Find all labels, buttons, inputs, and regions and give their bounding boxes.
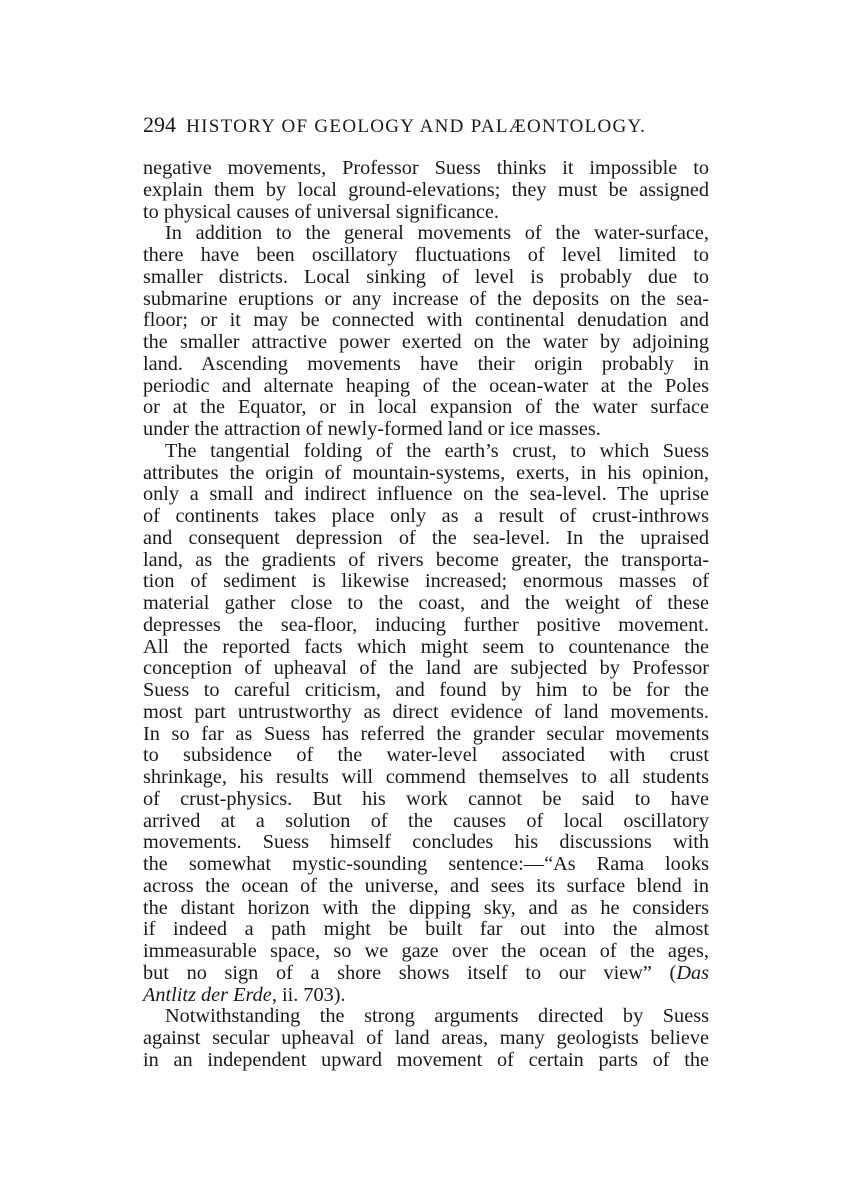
page-number: 294 [143,112,176,137]
line-text: material gather close to the coast, and the weight of these [143,592,709,614]
text-line [143,941,709,963]
line-text: most part untrustworthy as direct evidence of land movements. [143,700,709,723]
text-line [143,310,709,332]
text-line [143,832,709,854]
line-text: arrived at a solution of the causes of local oscillatory [143,809,709,832]
running-title: HISTORY OF GEOLOGY AND PALÆONTOLOGY. [186,116,647,137]
text-line [143,419,709,441]
line-text: Notwithstanding the strong arguments directed by Suess [165,1005,709,1028]
running-header [143,112,713,138]
text-line [143,1050,709,1072]
line-text: across the ocean of the universe, and sees its surface blend in [143,874,709,897]
text-line [143,354,709,376]
text-line [143,267,709,289]
line-text: All the reported facts which might seem to countenance the [143,635,709,658]
text-line [143,1028,709,1050]
text-line [143,223,709,245]
line-text: tion of sediment is likewise increased; enormous masses of [143,570,709,593]
line-text: conception of upheaval of the land are subjected by Professor [143,657,709,680]
line-text-after: , ii. 703). [271,983,346,1006]
line-text: to physical causes of universal significance. [143,200,499,223]
line-text: the somewhat mystic-sounding sentence:—“As Rama looks [143,853,709,875]
line-text: of crust-physics. But his work cannot be said to have [143,787,709,810]
text-line [143,637,709,659]
text-line [143,680,709,702]
line-text: The tangential folding of the earth’s crust, to which Suess [165,439,709,462]
line-text: or at the Equator, or in local expansion of the water surface [143,396,709,419]
line-text: and consequent depression of the sea-level. In the upraised [143,526,709,549]
text-line [143,506,709,528]
text-line [143,898,709,920]
text-line [143,854,709,876]
text-line [143,963,709,985]
line-text: periodic and alternate heaping of the ocean-water at the Poles [143,374,709,397]
text-line [143,615,709,637]
line-text: the distant horizon with the dipping sky, and as he considers [143,896,709,919]
text-line [143,767,709,789]
text-line [143,245,709,267]
text-line [143,1006,709,1028]
line-text: shrinkage, his results will commend themselves to all students [143,766,709,788]
italic-title: Antlitz der Erde [143,983,272,1006]
body-text [143,158,709,1072]
line-text: to subsidence of the water-level associated with crust [143,744,709,767]
line-text: but no sign of a shore shows itself to our view” ( [143,961,677,984]
line-text: if indeed a path might be built far out into the almost [143,918,709,941]
line-text: depresses the sea-floor, inducing further positive movement. [143,613,709,636]
text-line [143,550,709,572]
text-line [143,658,709,680]
text-line [143,397,709,419]
line-text: only a small and indirect influence on the sea-level. The uprise [143,483,709,506]
line-text: the smaller attractive power exerted on the water by adjoining [143,331,709,353]
line-text: smaller districts. Local sinking of level is probably due to [143,265,709,288]
line-text: of continents takes place only as a result of crust-inthrows [143,505,709,527]
line-text: submarine eruptions or any increase of the deposits on the sea- [143,287,709,310]
text-line [143,811,709,833]
text-line [143,158,709,180]
line-text: movements. Suess himself concludes his discussions with [143,831,709,854]
text-line [143,528,709,550]
line-text: floor; or it may be connected with continental denudation and [143,309,709,332]
text-line [143,484,709,506]
line-text: immeasurable space, so we gaze over the ocean of the ages, [143,940,709,962]
text-line [143,202,709,224]
line-text: there have been oscillatory fluctuations of level limited to [143,244,709,266]
line-text: land. Ascending movements have their origin probably in [143,352,709,375]
text-line [143,332,709,354]
text-line [143,702,709,724]
text-line [143,724,709,746]
text-line [143,571,709,593]
text-line [143,593,709,615]
line-text: In addition to the general movements of the water-surface, [165,222,709,245]
text-line [143,463,709,485]
line-text: Suess to careful criticism, and found by him to be for the [143,679,709,701]
line-text: attributes the origin of mountain-systems, exerts, in his opinion, [143,461,709,484]
italic-title: Das [676,961,709,984]
text-line [143,876,709,898]
line-text: negative movements, Professor Suess thinks it impossible to [143,157,709,179]
text-line [143,985,709,1007]
line-text: In so far as Suess has referred the grander secular movements [143,722,709,745]
text-line [143,789,709,811]
line-text: in an independent upward movement of certain parts of the [143,1048,709,1071]
text-line [143,745,709,767]
text-line [143,289,709,311]
text-line [143,180,709,202]
line-text: against secular upheaval of land areas, many geologists believe [143,1027,709,1049]
text-line [143,919,709,941]
line-text: under the attraction of newly-formed land or ice masses. [143,418,601,440]
line-text: land, as the gradients of rivers become greater, the transporta- [143,548,709,571]
line-text: explain them by local ground-elevations; they must be assigned [143,178,709,201]
text-line [143,441,709,463]
text-line [143,376,709,398]
